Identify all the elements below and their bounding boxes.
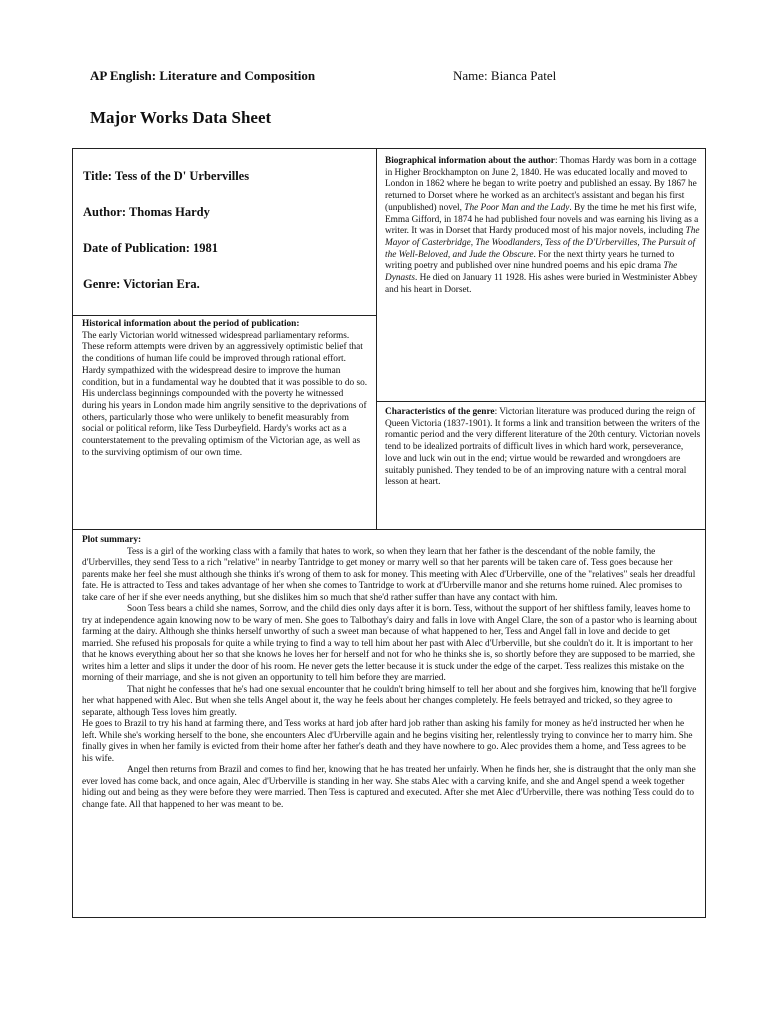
row-divider-right [376,401,706,402]
plot-summary-label: Plot summary: [82,535,142,545]
bio-italic-1: The Poor Man and the Lady [464,202,570,213]
genre-characteristics-section [385,407,701,489]
plot-paragraph-3: That night he confesses that he's had one sexual encounter that he couldn't bring himself to tell her about and she forgives him, knowing that he'll forgive her what happened with Alec. But when she tells Angel about it, the way he feels about her changes completely. He feels betrayed and tricked, so they agree to separate, although Tess loves him greatly. [82,684,697,718]
plot-paragraph-5: Angel then returns from Brazil and comes to find her, knowing that he has treated her unfairly. When he finds her, she is distraught that the only man she ever loved has come back, and once again, Alec d'Urberville is standing in her way. She stabs Alec with a carving knife, and she and Angel spend a week together hiding out and being as they were before they were married. Then Tess is captured and executed. After she met Alec d'Urberville, there was nothing Tess could do to change fate. All that happened to her was meant to be. [82,765,696,810]
sheet-title: Major Works Data Sheet [90,108,272,127]
work-genre: Genre: Victorian Era. [83,277,200,291]
work-info [83,169,363,313]
data-sheet-table [72,148,706,918]
historical-info-section [82,319,368,459]
plot-paragraph-2: Soon Tess bears a child she names, Sorrow, and the child dies only days after it is born. Tess, without the support of her shiftless family, leaves home to try at independence again knowing now to be wary of men. She goes to Talbothay's dairy and falls in love with Angel Clare, the son of a pastor who is learning about farming at the dairy. Although she thinks herself unworthy of such a sweet man because of what happened to her, Tess and Angel fall in love and decide to get married. She refused his proposals for quite a while trying to find a way to tell him about her past with Alec d'Urberville, but she couldn't do it. It is important to her that he knows everything about her so that she knows he loves her for herself and not for who he thinks she is, so shortly before they are supposed to be married, she writes him a letter and slips it under the door of his room. He never gets the letter because it is stuck under the edge of the carpet. Tess realizes this mistake on the morning of their marriage, and she is not given an opportunity to tell him before they are married. [82,604,698,683]
plot-paragraph-1: Tess is a girl of the working class with a family that hates to work, so when they learn that her father is the descendant of the noble family, the d'Urbervilles, they send Tess to a rich "relative" in nearby Tantridge to get money or marry well so that her parents will be taken care of. Tess goes because her parents make her feel she must although she thinks it's wrong of them to ask for money. This meeting with Alec d'Urberville, one of the "relatives" seals her dreadful fate. He is attracted to Tess and takes advantage of her when she comes to Tantridge to work at d'Urberville manor and she returns home ruined. Alec promises to take care of her if she ever needs anything, but she dislikes him so much that she'd rather suffer than have any contact with him. [82,546,696,603]
publication-date: Date of Publication: 1981 [83,241,219,255]
column-divider [376,149,377,529]
course-name: AP English: Literature and Composition [90,68,316,83]
plot-divider [73,529,705,530]
bio-text-4: . He died on January 11 1928. His ashes were buried in Westminister Abbey and his heart in Dorset. [385,273,698,295]
historical-info-text: The early Victorian world witnessed widespread parliamentary reforms. These reform attempts were driven by an aggressively optimistic belief that the conditions of human life could be improved through rational effort. Hardy sympathized with the widespread desire to improve the human condition, but in a fundamental way he doubted that it was possible to do so. His underclass beginnings compounded with the poverty he witnessed during his years in London made him angrily sensitive to the deprivations of others, particularly those who were unlikely to benefit measurably from social or political reform, like Tess Durbeyfield. Hardy's works act as a counterstatement to the prevaling optimism of the Victorian age, as well as to the surviving optimism of our own time. [82,330,368,458]
biographical-info-section [385,156,701,296]
bio-text-1: : Thomas Hardy was born in a cottage in Higher Brockhampton on June 2, 1840. He was educated locally and moved to London in 1862 where he began to write poetry and published an essay. By 1867 he returned to Dorset where he worked as an architect's assistant and began his first (unpublished) novel, [385,156,697,213]
plot-paragraph-4: He goes to Brazil to try his hand at farming there, and Tess works at hard job after hard job rather than asking his family for money as he'd instructed her when he left. While she's working herself to the bone, she encounters Alec d'Urberville again and he begins visiting her, relentlessly trying to convince her to marry him. She finally gives in when her family is evicted from their home after her father's death and they have nowhere to go. Alec provides them a home, and Tess agrees to be his wife. [82,719,693,764]
bio-italic-3: The Dynasts [385,261,678,284]
page-header [90,68,710,88]
row-divider-left [73,315,376,316]
work-author: Author: Thomas Hardy [83,205,210,219]
biographical-info-label: Biographical information about the author [385,156,555,166]
genre-characteristics-text: : Victorian literature was produced during the reign of Queen Victoria (1837-1901). It forms a link and transition between the writers of the romantic period and the very different literature of the 20th century. Victorian novels tend to be idealized portraits of difficult lives in which hard work, perseverance, love and luck win out in the end; virtue would be rewarded and wrongdoers are suitably punished. They tended to be of an improving nature with a central moral lesson at heart. [385,407,701,488]
bio-text-3: . For the next thirty years he turned to writing poetry and published over nine hundred poems and his epic drama [385,249,675,272]
bio-text-2: . By the time he met his first wife, Emma Gifford, in 1874 he had published four novels and was earning his living as a writer. It was in Dorset that Hardy produced most of his major novels, including [385,202,699,237]
plot-summary-section [82,535,698,811]
student-name: Name: Bianca Patel [453,68,557,83]
work-title: Title: Tess of the D' Urbervilles [83,169,250,183]
historical-info-label: Historical information about the period of publication: [82,319,300,329]
bio-italic-2: The Mayor of Casterbridge, The Woodlanders, Tess of the D'Urbervilles, The Pursuit of the Well-Beloved, and Jude the Obscure [385,226,700,260]
genre-characteristics-label: Characteristics of the genre [385,407,495,417]
